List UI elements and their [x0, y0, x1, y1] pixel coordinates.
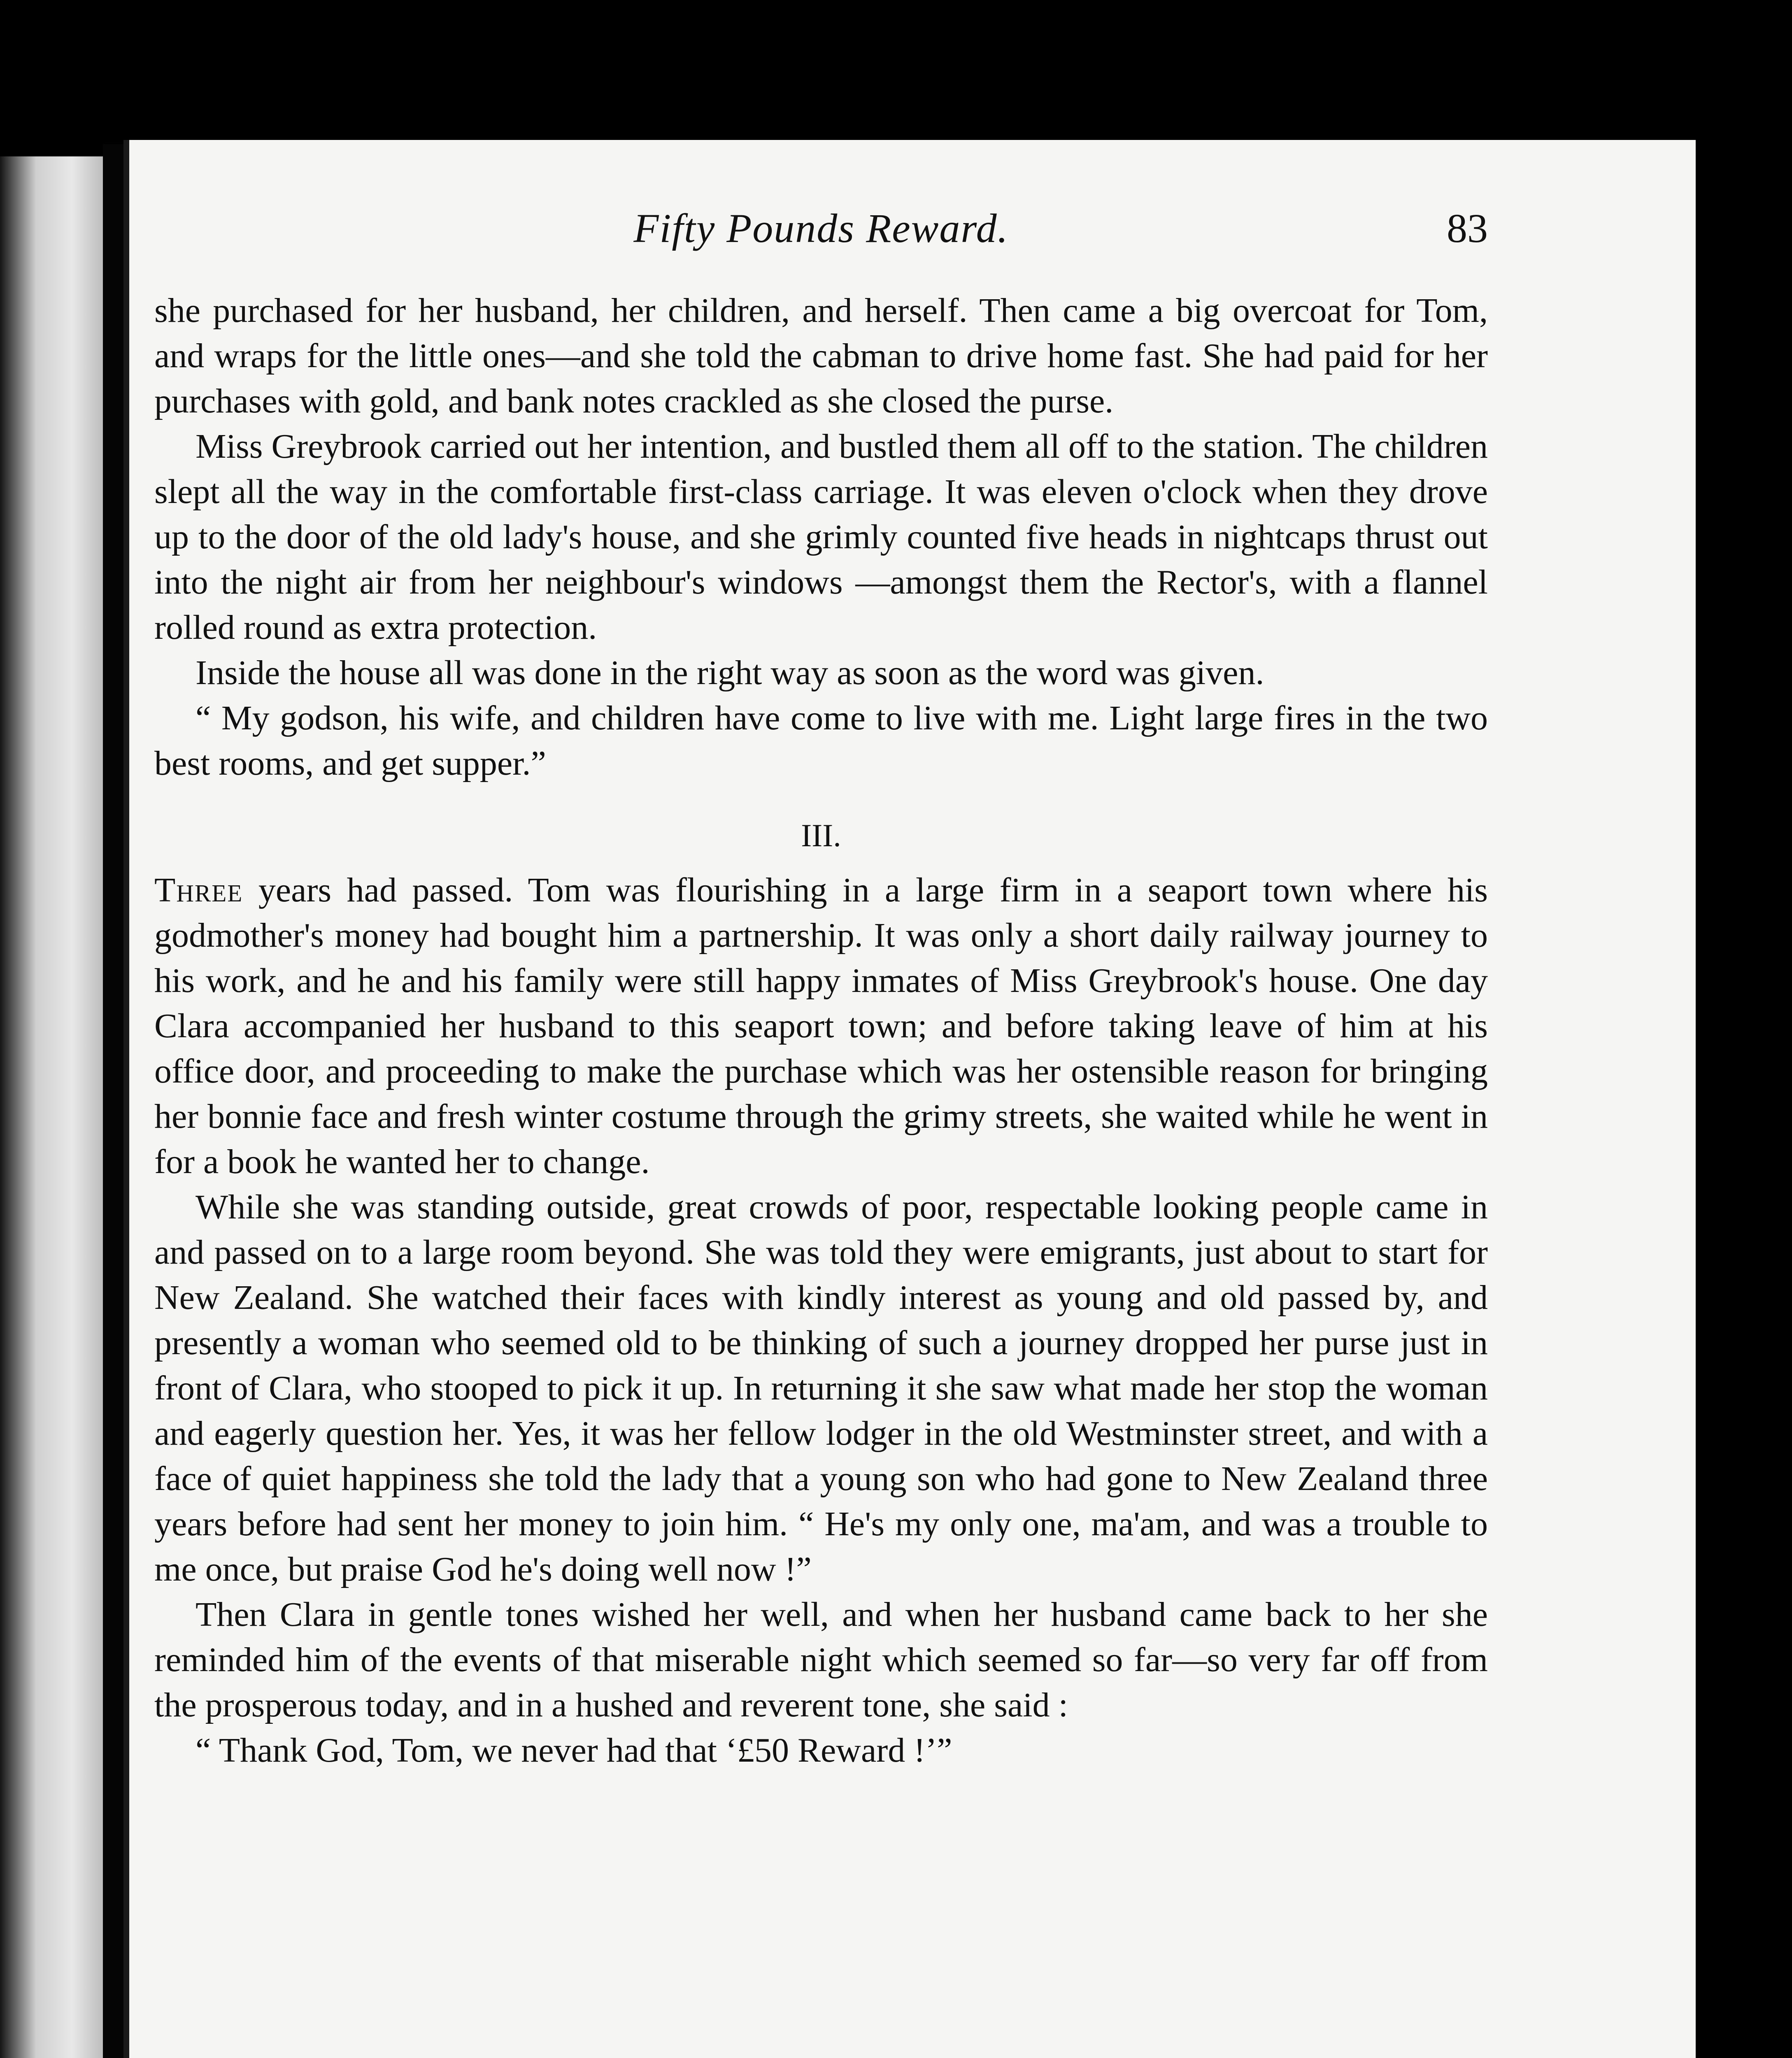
paragraph: “ Thank God, Tom, we never had that ‘£50 Reward !’” — [195, 1731, 952, 1769]
paragraph: Miss Greybrook carried out her intention, and bustled them all off to the station. The children slept all the way in the comfortable first-class carriage. It was eleven o'clock when they drove up to the door of the old lady's house, and she grimly counted five heads in nightcaps thrust out into the night air from her neighbour's windows —amongst them the Rector's, with a flannel rolled round as extra protection. — [154, 427, 1488, 647]
body-text — [154, 288, 1488, 1773]
scan-border — [1696, 140, 1792, 2058]
facing-page-edge — [0, 156, 103, 2058]
page-header — [154, 202, 1488, 263]
running-title: Fifty Pounds Reward. — [633, 205, 1009, 251]
paragraph-text: years had passed. Tom was flourishing in a large firm in a seaport town where his godmother's money had bought him a partnership. It was only a short daily railway journey to his work, and he and his family were still happy inmates of Miss Greybrook's house. One day Clara accompanied her husband to this seaport town; and before taking leave of him at his office door, and proceeding to make the purchase which was her ostensible reason for bringing her bonnie face and fresh winter costume through the grimy streets, she waited while he went in for a book he wanted her to change. — [154, 871, 1488, 1181]
paragraph: she purchased for her husband, her children, and herself. Then came a big overcoat for Tom, and wraps for the little ones—and she told the cabman to drive home fast. She had paid for her purchases with gold, and bank notes crackled as she closed the purse. — [154, 291, 1488, 420]
paragraph: Inside the house all was done in the right way as soon as the word was given. — [195, 654, 1264, 692]
paragraph-lead-word: Three — [154, 871, 243, 909]
section-heading: III. — [801, 817, 841, 853]
paragraph — [154, 868, 1488, 1185]
paragraph: “ My godson, his wife, and children have come to live with me. Light large fires in the two best rooms, and get supper.” — [154, 699, 1488, 782]
page-number: 83 — [1447, 205, 1488, 251]
paragraph: Then Clara in gentle tones wished her well, and when her husband came back to her she reminded him of the events of that miserable night which seemed so far—so very far off from the prosperous today, and in a hushed and reverent tone, she said : — [154, 1595, 1488, 1724]
paragraph: While she was standing outside, great crowds of poor, respectable looking people came in and passed on to a large room beyond. She was told they were emigrants, just about to start for New Zealand. She watched their faces with kindly interest as young and old passed by, and presently a woman who seemed old to be thinking of such a journey dropped her purse just in front of Clara, who stooped to pick it up. In returning it she saw what made her stop the woman and eagerly question her. Yes, it was her fellow lodger in the old Westminster street, and with a face of quiet happiness she told the lady that a young son who had gone to New Zealand three years before had sent her money to join him. “ He's my only one, ma'am, and was a trouble to me once, but praise God he's doing well now !” — [154, 1188, 1488, 1588]
